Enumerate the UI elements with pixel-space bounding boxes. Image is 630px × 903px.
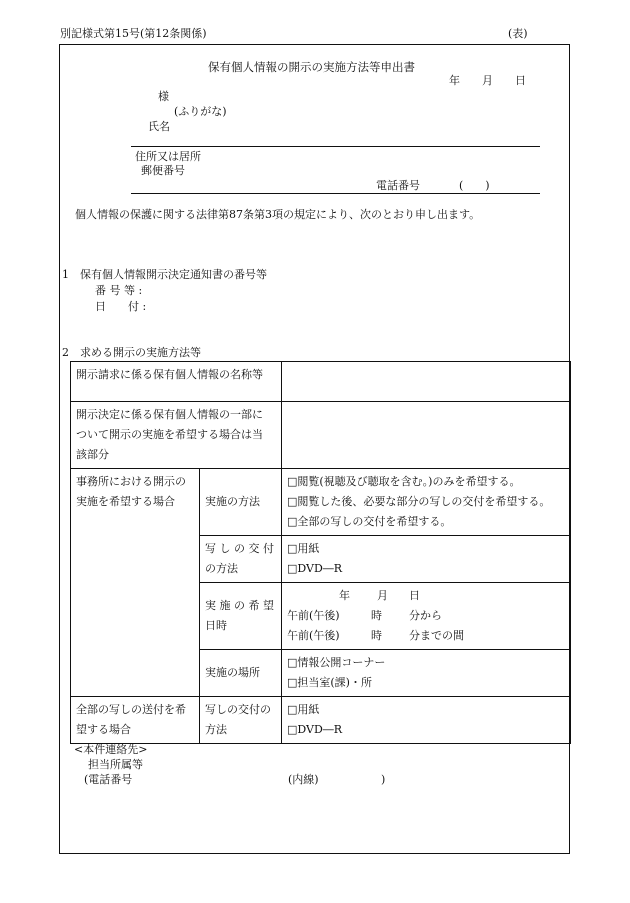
- name-underline: [131, 146, 540, 147]
- method-option-view-only[interactable]: □閲覧(視聴及び聴取を含む。)のみを希望する。: [287, 475, 521, 488]
- notice-date-label: 日 付 :: [95, 300, 147, 313]
- mail-option-paper[interactable]: □用紙: [287, 703, 320, 716]
- mail-option-dvd[interactable]: □DVD―R: [287, 723, 343, 736]
- schedule-date-row: 年 月 日: [339, 589, 420, 602]
- method-option-full-copy[interactable]: □全部の写しの交付を希望する。: [287, 515, 452, 528]
- contact-phone-label: (電話番号: [84, 773, 133, 786]
- phone-label: 電話番号: [376, 179, 420, 192]
- form-number: 別記様式第15号(第12条関係): [60, 27, 207, 40]
- mail-method-label: 写しの交付の 方法: [200, 697, 282, 744]
- side-indicator: (表): [508, 27, 528, 40]
- schedule-from-row: 午前(午後) 時 分から: [287, 609, 442, 622]
- mail-delivery-label: 全部の写しの送付を希 望する場合: [71, 697, 200, 744]
- copy-option-paper[interactable]: □用紙: [287, 542, 320, 555]
- partial-disclosure-label: 開示決定に係る保有個人情報の一部に ついて開示の実施を希望する場合は当 該部分: [71, 402, 282, 469]
- contact-dept-label: 担当所属等: [88, 758, 143, 771]
- place-label: 実施の場所: [200, 650, 282, 697]
- disclosure-method-table: [70, 361, 571, 744]
- schedule-to-row: 午前(午後) 時 分までの間: [287, 629, 464, 642]
- contact-ext-close: ): [381, 773, 386, 786]
- copy-method-label: 写 し の 交 付 の方法: [200, 536, 282, 583]
- date-year: 年: [449, 74, 460, 87]
- date-day: 日: [515, 74, 526, 87]
- copy-option-dvd[interactable]: □DVD―R: [287, 562, 343, 575]
- page-title: 保有個人情報の開示の実施方法等申出書: [208, 60, 415, 74]
- furigana-label: (ふりがな): [174, 105, 227, 118]
- copy-options: [282, 536, 571, 583]
- section1-heading: 1 保有個人情報開示決定通知書の番号等: [62, 268, 267, 281]
- method-option-view-then-copy[interactable]: □閲覧した後、必要な部分の写しの交付を希望する。: [287, 495, 551, 508]
- mail-options: [282, 697, 571, 744]
- addressee-suffix: 様: [158, 90, 169, 103]
- place-options: [282, 650, 571, 697]
- place-option-office[interactable]: □担当室(課)・所: [287, 676, 372, 689]
- requested-info-name-label: 開示請求に係る保有個人情報の名称等: [71, 362, 282, 402]
- phone-parens: ( ): [459, 179, 490, 192]
- method-label: 実施の方法: [200, 469, 282, 536]
- postal-label: 郵便番号: [141, 164, 185, 177]
- place-option-info-corner[interactable]: □情報公開コーナー: [287, 656, 386, 669]
- method-options: [282, 469, 571, 536]
- address-label: 住所又は居所: [135, 150, 201, 163]
- office-disclosure-label: 事務所における開示の 実施を希望する場合: [71, 469, 200, 697]
- schedule-label: 実 施 の 希 望 日時: [200, 583, 282, 650]
- statement: 個人情報の保護に関する法律第87条第3項の規定により、次のとおり申し出ます。: [75, 208, 481, 221]
- notice-number-label: 番 号 等 :: [95, 284, 143, 297]
- section2-heading: 2 求める開示の実施方法等: [62, 346, 201, 359]
- date-month: 月: [482, 74, 493, 87]
- address-underline: [131, 193, 540, 194]
- contact-ext-label: (内線): [288, 773, 319, 786]
- name-label: 氏名: [148, 120, 170, 133]
- partial-disclosure-field[interactable]: [282, 402, 571, 469]
- requested-info-name-field[interactable]: [282, 362, 571, 402]
- schedule-fields[interactable]: [282, 583, 571, 650]
- contact-heading: <本件連絡先>: [74, 743, 148, 756]
